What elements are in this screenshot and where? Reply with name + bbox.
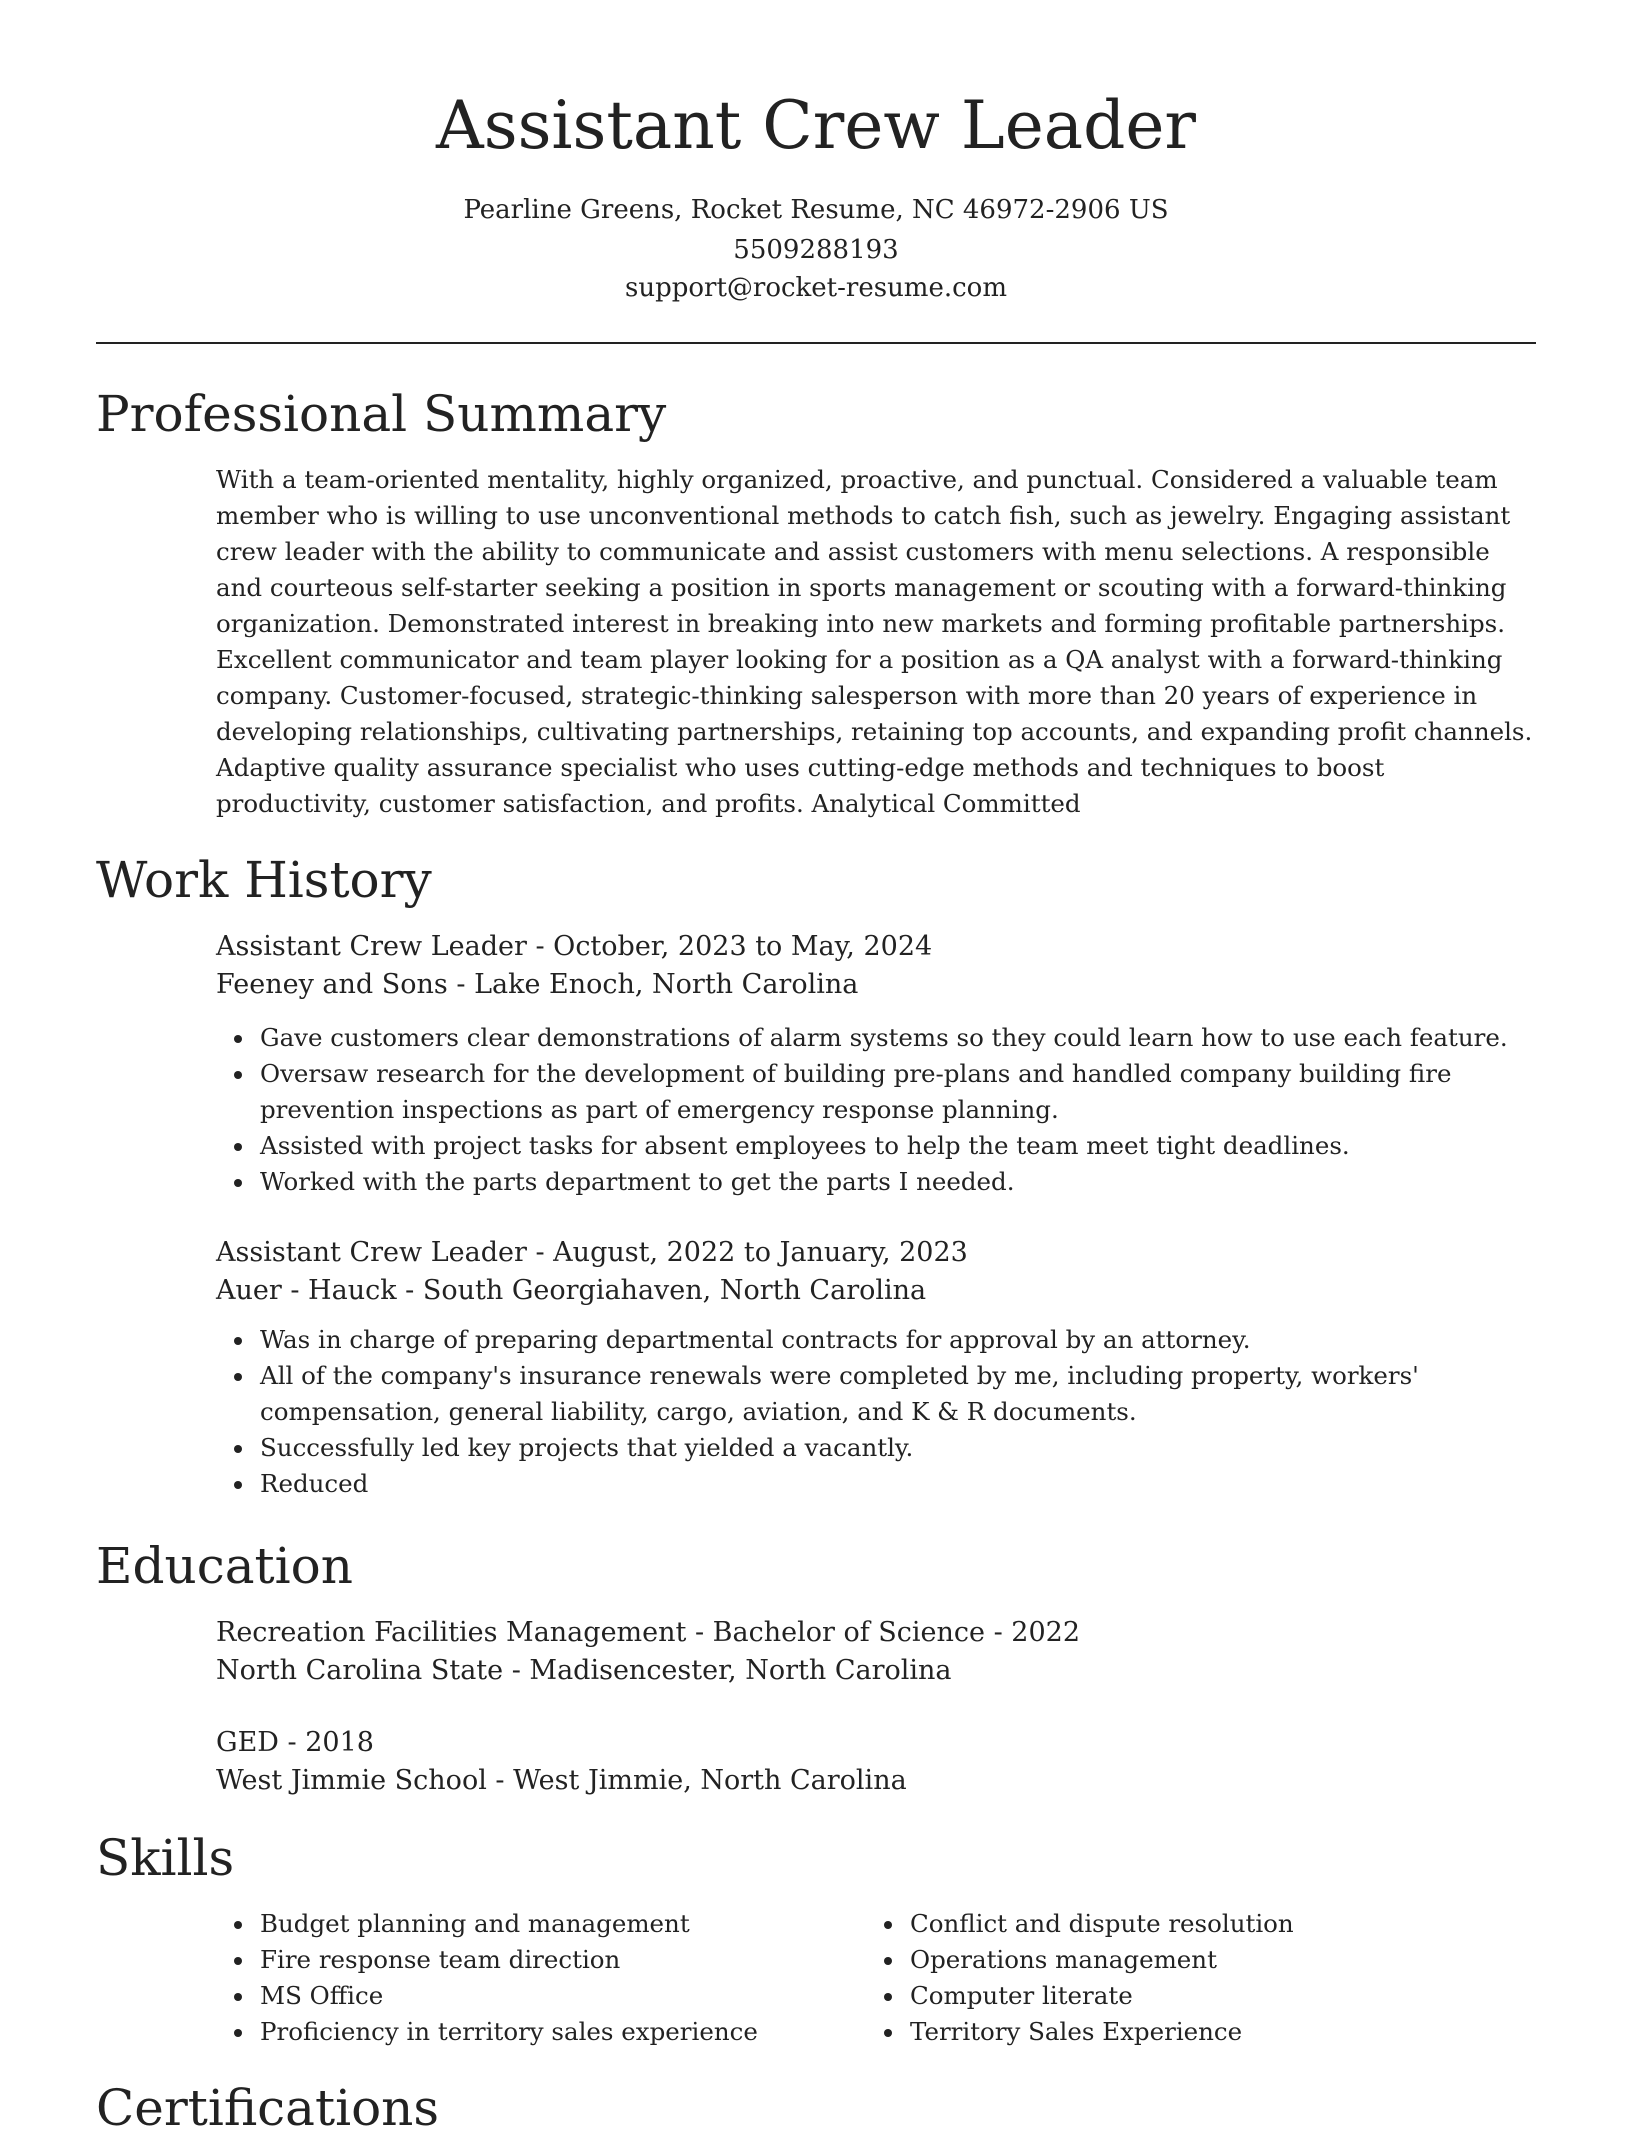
education-degree-line bbox=[216, 1614, 1536, 1652]
job-dates: - October, 2023 to May, 2024 bbox=[526, 931, 933, 962]
job-role: Assistant Crew Leader bbox=[216, 931, 527, 962]
contact-address: Pearline Greens, Rocket Resume, NC 46972-2906 US bbox=[463, 195, 1169, 225]
section-title-skills: Skills bbox=[96, 1829, 235, 1887]
skill-item: Budget planning and management bbox=[260, 1906, 856, 1942]
contact-phone: 5509288193 bbox=[733, 235, 899, 265]
job-dates: - August, 2022 to January, 2023 bbox=[526, 1237, 968, 1268]
skills-list bbox=[216, 1906, 856, 2050]
skill-item: Operations management bbox=[910, 1942, 1506, 1978]
section-title-work-history: Work History bbox=[96, 851, 432, 909]
skill-item: Computer literate bbox=[910, 1978, 1506, 2014]
job-company: Auer - Hauck bbox=[216, 1275, 397, 1306]
skill-item: Conflict and dispute resolution bbox=[910, 1906, 1506, 1942]
skills-block bbox=[216, 1906, 1536, 2056]
job-entry bbox=[216, 928, 1536, 1200]
section-title-education: Education bbox=[96, 1537, 353, 1595]
job-bullet: Was in charge of preparing departmental contracts for approval by an attorney. bbox=[260, 1322, 1536, 1358]
education-school-line bbox=[216, 1762, 1536, 1800]
education-degree: Recreation Facilities Management - Bachelor of Science bbox=[216, 1617, 986, 1648]
summary-text: With a team-oriented mentality, highly organized, proactive, and punctual. Considered a valuable team member who is willing to use unconventional methods to catch fish, such as jewelry. Engaging assistant crew leader with the ability to communicate and assist customers with menu selections. A responsible and courteous self-starter seeking a position in sports management or scouting with a forward-thinking organization. Demonstrated interest in breaking into new markets and forming profitable partnerships. Excellent communicator and team player looking for a position as a QA analyst with a forward-thinking company. Customer-focused, strategic-thinking salesperson with more than 20 years of experience in developing relationships, cultivating partnerships, retaining top accounts, and expanding profit channels. Adaptive quality assurance specialist who uses cutting-edge methods and techniques to boost productivity, customer satisfaction, and profits. Analytical Committed bbox=[216, 465, 1533, 818]
skills-column-right bbox=[866, 1906, 1506, 2050]
job-bullet: Gave customers clear demonstrations of alarm systems so they could learn how to use each feature. bbox=[260, 1020, 1536, 1056]
job-title-line bbox=[216, 1234, 1536, 1272]
job-bullet: Worked with the parts department to get the parts I needed. bbox=[260, 1164, 1536, 1200]
education-entry bbox=[216, 1614, 1536, 1690]
job-bullet: Oversaw research for the development of building pre-plans and handled company building fire prevention inspections as part of emergency response planning. bbox=[260, 1056, 1536, 1128]
education-school: North Carolina State bbox=[216, 1655, 504, 1686]
skill-item: MS Office bbox=[260, 1978, 856, 2014]
job-company-line bbox=[216, 1272, 1536, 1310]
job-bullet: All of the company's insurance renewals were completed by me, including property, workers' compensation, general liability, cargo, aviation, and K & R documents. bbox=[260, 1358, 1536, 1430]
job-company-line bbox=[216, 966, 1536, 1004]
section-title-certifications: Certifications bbox=[96, 2079, 440, 2137]
education-school: West Jimmie School bbox=[216, 1765, 487, 1796]
job-bullet: Successfully led key projects that yielded a vacantly. bbox=[260, 1430, 1536, 1466]
skill-item: Fire response team direction bbox=[260, 1942, 856, 1978]
education-degree-line bbox=[216, 1724, 1536, 1762]
skills-list bbox=[866, 1906, 1506, 2050]
job-bullet: Reduced bbox=[260, 1466, 1536, 1502]
education-year: - 2018 bbox=[278, 1727, 374, 1758]
education-entry bbox=[216, 1724, 1536, 1800]
resume-name: Assistant Crew Leader bbox=[436, 87, 1196, 164]
job-bullets bbox=[216, 1020, 1536, 1200]
summary-block bbox=[216, 462, 1536, 822]
job-role: Assistant Crew Leader bbox=[216, 1237, 527, 1268]
job-location: - South Georgiahaven, North Carolina bbox=[396, 1275, 927, 1306]
job-bullets bbox=[216, 1322, 1536, 1502]
skills-column-left bbox=[216, 1906, 856, 2050]
section-title-summary: Professional Summary bbox=[96, 385, 667, 443]
skill-item: Proficiency in territory sales experience bbox=[260, 2014, 856, 2050]
job-location: - Lake Enoch, North Carolina bbox=[447, 969, 859, 1000]
education-school-line bbox=[216, 1652, 1536, 1690]
education-year: - 2022 bbox=[985, 1617, 1081, 1648]
education-location: - Madisencester, North Carolina bbox=[503, 1655, 952, 1686]
education-location: - West Jimmie, North Carolina bbox=[486, 1765, 907, 1796]
job-bullet: Assisted with project tasks for absent employees to help the team meet tight deadlines. bbox=[260, 1128, 1536, 1164]
contact-email: support@rocket-resume.com bbox=[624, 273, 1007, 303]
skill-item: Territory Sales Experience bbox=[910, 2014, 1506, 2050]
education-degree: GED bbox=[216, 1727, 279, 1758]
job-title-line bbox=[216, 928, 1536, 966]
job-company: Feeney and Sons bbox=[216, 969, 448, 1000]
header-divider bbox=[96, 342, 1536, 344]
job-entry bbox=[216, 1234, 1536, 1502]
